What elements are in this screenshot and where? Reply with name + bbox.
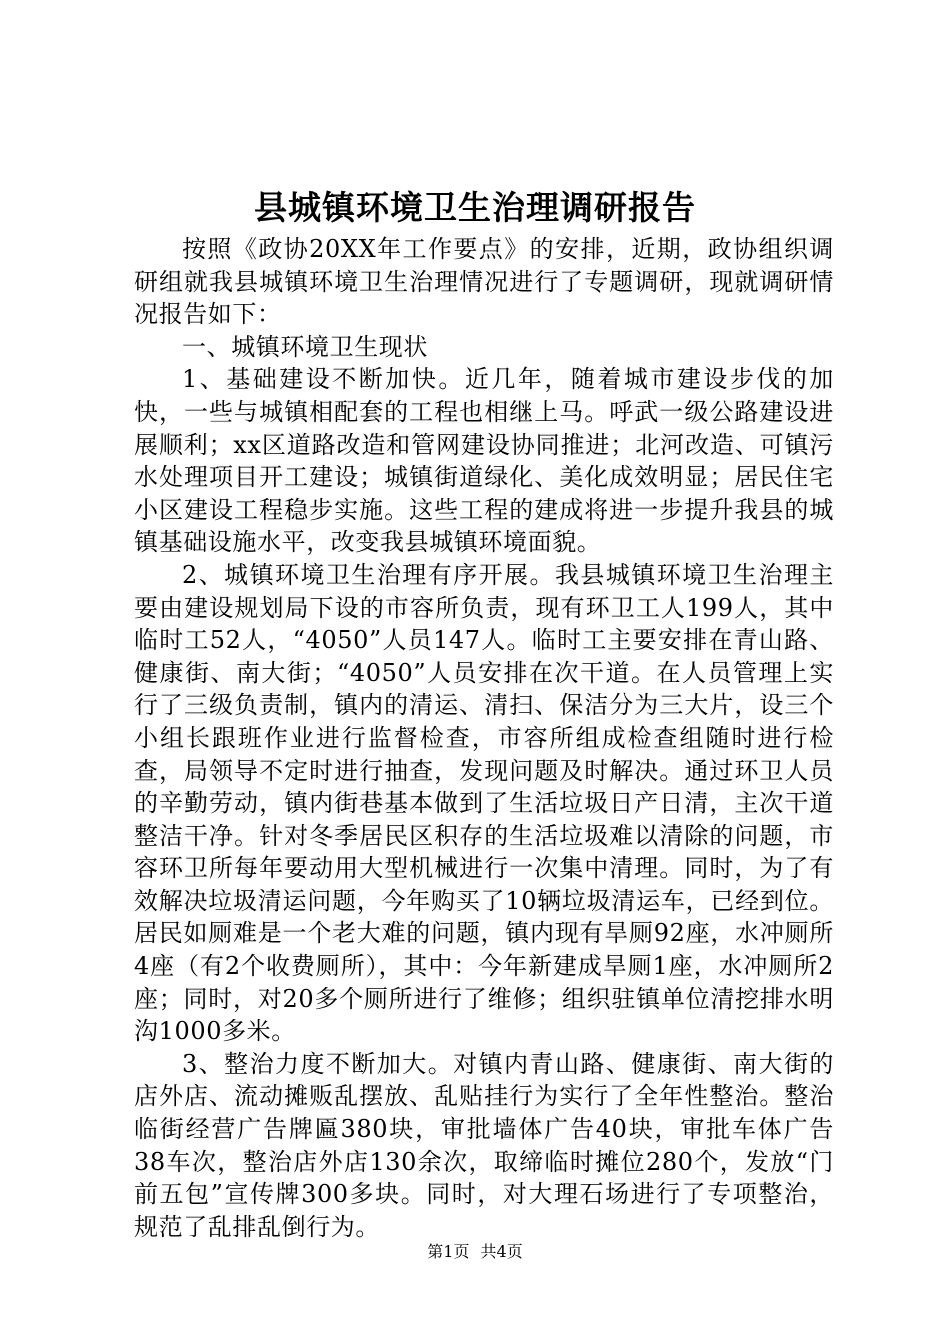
section-heading-1: 一、城镇环境卫生现状	[182, 332, 428, 361]
paragraph-item-2: 2、城镇环境卫生治理有序开展。我县城镇环境卫生治理主要由建设规划局下设的市容所负责，现有环卫工人199人，其中临时工52人，“4050”人员147人。临时工主要安排在青山路、健康街、南大街；“4050”人员安排在次干道。在人员管理上实行了三级负责制，镇内的清运、清扫、保洁分为三大片，设三个小组长跟班作业进行监督检查，市容所组成检查组随时进行检查，局领导不定时进行抽查，发现问题及时解决。通过环卫人员的辛勤劳动，镇内街巷基本做到了生活垃圾日产日清，主次干道整洁干净。针对冬季居民区积存的生活垃圾难以清除的问题，市容环卫所每年要动用大型机械进行一次集中清理。同时，为了有效解决垃圾清运问题，今年购买了10辆垃圾清运车，已经到位。居民如厕难是一个老大难的问题，镇内现有旱厕92座，水冲厕所4座（有2个收费厕所），其中：今年新建成旱厕1座，水冲厕所2座；同时，对20多个厕所进行了维修；组织驻镇单位清挖排水明沟1000多米。	[134, 560, 834, 1046]
page-footer	[0, 1240, 950, 1264]
paragraph-item-1: 1、基础建设不断加快。近几年，随着城市建设步伐的加快，一些与城镇相配套的工程也相继上马。呼武一级公路建设进展顺利；xx区道路改造和管网建设协同推进；北河改造、可镇污水处理项目开工建设；城镇街道绿化、美化成效明显；居民住宅小区建设工程稳步实施。这些工程的建成将进一步提升我县的城镇基础设施水平，改变我县城镇环境面貌。	[134, 365, 834, 557]
document-body	[134, 233, 834, 1243]
page-number: 第1页	[427, 1242, 470, 1261]
paragraph-intro: 按照《政协20XX年工作要点》的安排，近期，政协组织调研组就我县城镇环境卫生治理情况进行了专题调研，现就调研情况报告如下：	[134, 235, 834, 329]
document-title: 县城镇环境卫生治理调研报告	[254, 188, 696, 227]
paragraph-item-3: 3、整治力度不断加大。对镇内青山路、健康街、南大街的店外店、流动摊贩乱摆放、乱贴挂行为实行了全年性整治。整治临街经营广告牌匾380块，审批墙体广告40块，审批车体广告38车次，整治店外店130余次，取缔临时摊位280个，发放“门前五包”宣传牌300多块。同时，对大理石场进行了专项整治，规范了乱排乱倒行为。	[134, 1049, 834, 1241]
page-total: 共4页	[480, 1242, 523, 1261]
